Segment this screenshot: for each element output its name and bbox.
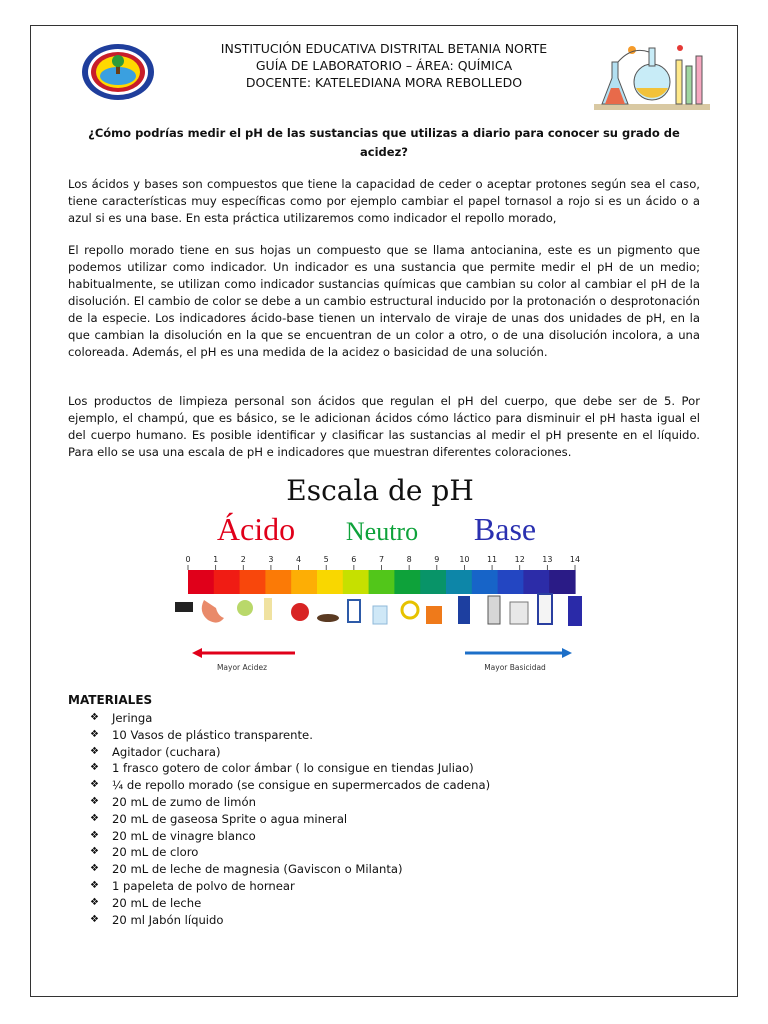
ph-tick-label: 14 — [569, 555, 581, 564]
stomach-icon — [202, 600, 224, 623]
ph-tick-label: 12 — [514, 555, 525, 564]
battery-icon — [175, 602, 193, 612]
drain-cleaner-icon — [568, 596, 582, 626]
ph-color-segment — [523, 570, 549, 594]
ph-color-segment — [240, 570, 266, 594]
ph-tick-label: 3 — [268, 555, 274, 564]
ph-color-bar — [188, 570, 576, 594]
ph-color-segment — [291, 570, 317, 594]
ph-tick-label: 4 — [296, 555, 302, 564]
coffee-icon — [317, 614, 339, 622]
material-text: 20 mL de leche — [112, 895, 202, 910]
material-item — [90, 794, 490, 811]
material-text: 20 ml Jabón líquido — [112, 912, 224, 927]
more-acidic-arrow — [192, 648, 295, 672]
material-item — [90, 878, 490, 895]
material-text: 20 mL de zumo de limón — [112, 794, 256, 809]
material-item — [90, 777, 490, 794]
ph-color-segment — [394, 570, 420, 594]
ph-tick-label: 1 — [213, 555, 219, 564]
more-basic-label: Mayor Basicidad — [484, 663, 546, 672]
ph-tick-label: 6 — [351, 555, 357, 564]
ph-tick-label: 5 — [323, 555, 329, 564]
ph-tick-label: 7 — [378, 555, 385, 564]
material-item — [90, 912, 490, 929]
ph-color-segment — [420, 570, 446, 594]
institution-name: INSTITUCIÓN EDUCATIVA DISTRITAL BETANIA NORTE — [220, 41, 548, 56]
antacid-icon — [458, 596, 470, 624]
soap-icon — [510, 602, 528, 624]
ph-color-segment — [317, 570, 343, 594]
more-acidic-label: Mayor Acidez — [216, 663, 268, 672]
material-item — [90, 844, 490, 861]
ph-tick-label: 11 — [486, 555, 498, 564]
ph-color-segment — [214, 570, 240, 594]
ph-color-segment — [265, 570, 291, 594]
ph-tick-labels — [185, 555, 580, 570]
bullet-icon: ❖ — [90, 913, 99, 925]
ph-color-segment — [549, 570, 575, 594]
ph-tick-label: 0 — [185, 555, 191, 564]
ph-tick-label: 10 — [459, 555, 470, 564]
material-item — [90, 861, 490, 878]
material-text: ¼ de repollo morado (se consigue en supermercados de cadena) — [112, 778, 491, 793]
material-text: Agitador (cuchara) — [112, 744, 221, 759]
material-item — [90, 895, 490, 912]
material-item — [90, 811, 490, 828]
ph-tick-label: 13 — [542, 555, 553, 564]
ph-scale-title: Escala de pH — [286, 474, 474, 507]
materials-list — [90, 710, 490, 928]
bullet-icon: ❖ — [90, 812, 99, 824]
guide-title: GUÍA DE LABORATORIO – ÁREA: QUÍMICA — [255, 58, 513, 73]
bullet-icon: ❖ — [90, 829, 99, 841]
lab-illustration — [592, 38, 712, 114]
tomato-icon — [291, 603, 309, 621]
more-basic-arrow — [465, 648, 572, 672]
teacher-name: DOCENTE: KATELEDIANA MORA REBOLLEDO — [245, 75, 523, 90]
bullet-icon: ❖ — [90, 879, 99, 891]
bullet-icon: ❖ — [90, 863, 99, 875]
bullet-icon: ❖ — [90, 762, 99, 774]
material-text: 10 Vasos de plástico transparente. — [112, 727, 313, 742]
ph-color-segment — [472, 570, 498, 594]
material-item — [90, 710, 490, 727]
baking-soda-icon — [426, 606, 442, 624]
material-item — [90, 828, 490, 845]
material-text: 1 papeleta de polvo de hornear — [112, 878, 295, 893]
base-label: Base — [473, 511, 537, 547]
material-text: 20 mL de vinagre blanco — [112, 828, 256, 843]
bullet-icon: ❖ — [90, 712, 99, 723]
ph-color-segment — [188, 570, 214, 594]
material-text: 20 mL de gaseosa Sprite o agua mineral — [112, 811, 348, 826]
paragraph-acids-bases: Los ácidos y bases son compuestos que tiene la capacidad de ceder o aceptar protones según sea el caso, tiene características muy específicas como por ejemplo cambiar el papel tornasol a rojo si es un ácido o a azul si es una base. En esta práctica utilizaremos como indicador el repollo morado, — [68, 177, 700, 225]
bullet-icon: ❖ — [90, 779, 99, 791]
bullet-icon: ❖ — [90, 745, 99, 757]
guiding-question: ¿Cómo podrías medir el pH de las sustancias que utilizas a diario para conocer su grado de acidez? — [88, 126, 680, 159]
ph-tick-label: 2 — [240, 555, 246, 564]
ph-scale-figure — [170, 470, 590, 680]
paragraph-cleaning-products: Los productos de limpieza personal son ácidos que regulan el pH del cuerpo, que debe ser de 5. Por ejemplo, el champú, que es básico, se le adicionan ácidos cómo láctico para disminuir el pH hasta igual el del cuerpo humano. Es posible identificar y clasificar las sustancias al medir el pH presente en el líquido. Para ello se usa una escala de pH e indicadores que muestran diferentes coloraciones. — [68, 394, 700, 459]
ph-tick-label: 8 — [406, 555, 412, 564]
acid-label: Ácido — [216, 511, 296, 547]
water-glass-icon — [373, 606, 387, 624]
bullet-icon: ❖ — [90, 846, 99, 858]
egg-icon — [402, 602, 418, 618]
bullet-icon: ❖ — [90, 728, 99, 740]
paragraph-indicator: El repollo morado tiene en sus hojas un compuesto que se llama antocianina, este es un pigmento que podemos utilizar como indicador. Un indicador es una sustancia que permite medir el pH de un medio; habitualmente, se utilizan como indicador sustancias químicas que cambian su color al cambiar el pH de la disolución. El cambio de color se debe a un cambio estructural inducido por la protonación o desprotonación de la especie. Los indicadores ácido-base tienen un intervalo de viraje de unas dos unidades de pH, en la que cambian la disolución en la que se encuentran de un color a otro, o de una disolución incolora, a una coloreada. Además, el pH es una medida de la acidez o basicidad de una solución. — [68, 243, 700, 359]
substance-icons — [175, 594, 582, 626]
ph-color-segment — [343, 570, 369, 594]
material-text: 1 frasco gotero de color ámbar ( lo consigue en tiendas Juliao) — [112, 761, 474, 776]
material-item — [90, 760, 490, 777]
material-text: 20 mL de leche de magnesia (Gaviscon o Milanta) — [112, 862, 403, 877]
lemon-icon — [237, 600, 253, 616]
material-item — [90, 744, 490, 761]
vinegar-icon — [264, 598, 272, 620]
ph-color-segment — [446, 570, 472, 594]
bleach-icon — [538, 594, 552, 624]
ph-color-segment — [498, 570, 524, 594]
bullet-icon: ❖ — [90, 896, 99, 908]
material-text: Jeringa — [112, 711, 153, 725]
material-item — [90, 727, 490, 744]
ph-color-segment — [369, 570, 395, 594]
ph-tick-label: 9 — [434, 555, 440, 564]
ammonia-icon — [488, 596, 500, 624]
neutral-label: Neutro — [345, 517, 419, 546]
bullet-icon: ❖ — [90, 795, 99, 807]
material-text: 20 mL de cloro — [112, 845, 199, 860]
milk-icon — [348, 600, 360, 622]
materials-title: MATERIALES — [68, 693, 153, 707]
